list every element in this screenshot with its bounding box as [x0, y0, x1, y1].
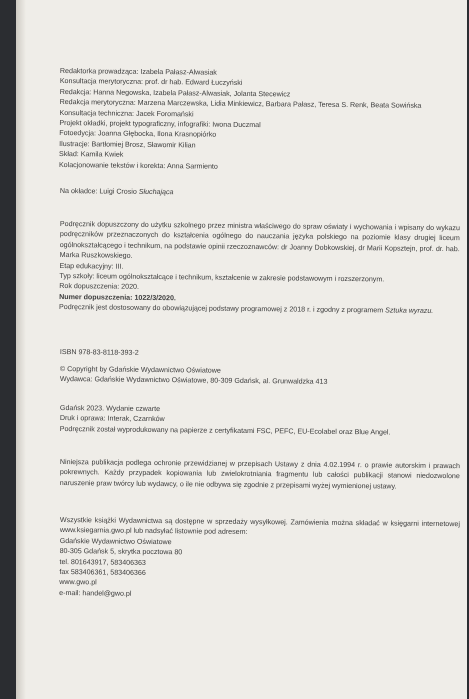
education-stage: Etap edukacyjny: III. — [59, 261, 124, 271]
credit-line: Skład: Kamila Kwiek — [59, 150, 124, 159]
credit-line: Fotoedycja: Joanna Głębocka, Ilona Krasnopiórko — [59, 129, 217, 140]
approval-section — [59, 219, 460, 317]
law-paragraph: Niniejsza publikacja podlega ochronie przewidzianej w przepisach Ustawy z dnia 4.02.1994 r. o prawie autorskim i prawach pokrewnych. Każdy przypadek kopiowania lub zwielokrotniania fragmentu lub całości publikacji stanowi niedozwolone naruszenie praw twórcy lub wydawcy, o ile nie odbywa się zgodnie z przepisami wyżej wymienionej ustawy. — [59, 457, 460, 491]
adapted-prefix: Podręcznik jest dostosowany do obowiązującej podstawy programowej z 2018 r. i zgodny z programem — [59, 303, 386, 315]
school-type: Typ szkoły: liceum ogólnokształcące i technikum, kształcenie w zakresie podstawowym i rozszerzonym. — [59, 272, 385, 284]
cover-artwork-title: Słuchająca — [138, 187, 174, 197]
approval-number: Numer dopuszczenia: 1022/3/2020. — [59, 292, 176, 303]
order-info: Wszystkie książki Wydawnictwa są dostępne w sprzedaży wysyłkowej. Zamówienia można składać w księgarni internetowej www.ksiegarnia.gwo.pl lub nadsyłać listownie pod adresem: — [59, 515, 460, 537]
approval-paragraph: Podręcznik dopuszczony do użytku szkolnego przez ministra właściwego do spraw oświaty i wychowania i wpisany do wykazu podręczników przeznaczonych do kształcenia ogólnego do nauczania języka polskiego na poziomie klasy drugiej liceum ogólnokształcącego i technikum, na podstawie opinii rzeczoznawców: dr Joanny Dobkowskiej, dr Marii Kopsztejn, prof. dr. hab. Marka Ruszkowskiego. — [59, 219, 460, 260]
copyright-section — [60, 364, 460, 389]
approval-year: Rok dopuszczenia: 2020. — [59, 282, 140, 292]
cover-note — [60, 186, 460, 201]
contact-line: Gdańskie Wydawnictwo Oświatowe — [59, 536, 172, 546]
credit-line: Kolacjonowanie tekstów i korekta: Anna Sarmiento — [58, 160, 218, 171]
edition-line: Gdańsk 2023. Wydanie czwarte — [59, 403, 161, 414]
contact-line: fax 583406361, 583406366 — [59, 568, 146, 577]
copyright-line: © Copyright by Gdańskie Wydawnictwo Oświatowe — [59, 364, 221, 375]
program-name: Sztuka wyrazu. — [385, 306, 434, 316]
credit-line: Projekt okładki, projekt typograficzny, infografiki: Iwona Duczmal — [59, 119, 261, 130]
credit-line: Redaktorka prowadząca: Izabela Pałasz-Alwasiak — [59, 66, 217, 77]
credit-line: Ilustracje: Bartłomiej Brosz, Sławomir Kilian — [59, 139, 196, 150]
isbn: ISBN 978-83-8118-393-2 — [59, 347, 139, 357]
contact-line: e-mail: handel@gwo.pl — [59, 588, 132, 598]
contact-line: www.gwo.pl — [59, 578, 97, 587]
credit-line: Konsultacja merytoryczna: prof. dr hab. Edward Łuczyński — [59, 77, 243, 88]
credit-line: Konsultacja techniczna: Jacek Foromański — [59, 108, 194, 119]
contact-line: 80-305 Gdańsk 5, skrytka pocztowa 80 — [59, 547, 183, 557]
print-line: Druk i oprawa: Interak, Czarnków — [59, 414, 165, 424]
edition-section — [60, 403, 460, 438]
credit-line: Redakcja: Hanna Negowska, Izabela Pałasz-Alwasiak, Jolanta Stecewicz — [59, 87, 291, 99]
copyright-law-notice — [60, 457, 460, 492]
isbn-line — [60, 347, 460, 362]
cover-prefix: Na okładce: Luigi Crosio — [59, 186, 139, 196]
book-imprint-page — [16, 0, 467, 699]
credit-line: Redakcja merytoryczna: Marzena Marczewska, Lidia Minkiewicz, Barbara Pałasz, Teresa S. Renk, Beata Sowińska — [59, 98, 422, 111]
contact-line: tel. 801643917, 583406363 — [59, 557, 146, 567]
contact-section — [59, 515, 460, 602]
paper-line: Podręcznik został wyprodukowany na papierze z certyfikatami FSC, PEFC, EU-Ecolabel oraz Blue Angel. — [59, 424, 391, 437]
publisher-line: Wydawca: Gdańskie Wydawnictwo Oświatowe, 80-309 Gdańsk, al. Grunwaldzka 413 — [59, 375, 328, 387]
credits-list — [59, 66, 460, 174]
